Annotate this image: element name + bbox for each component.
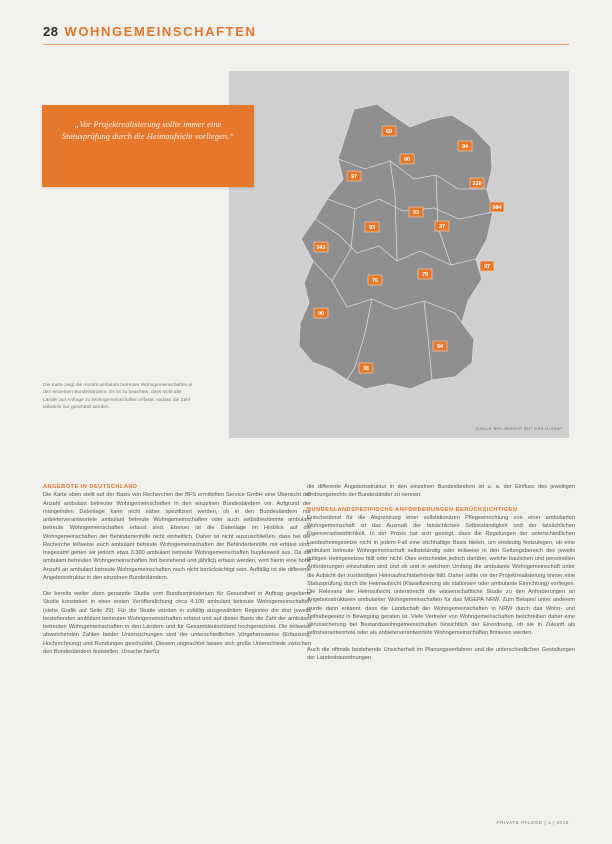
- state-count-label: 37: [438, 224, 446, 230]
- state-count-label: 90: [317, 311, 325, 317]
- section-heading-bundesland: BUNDESLANDSPEZIFISCHE ANFORDERUNGEN BERÜCKSICHTIGEN: [307, 506, 518, 513]
- state-count-badge: [347, 171, 361, 181]
- state-count-label: 79: [421, 272, 429, 278]
- state-count-badge: [435, 221, 449, 231]
- page-footer: PRIVATE PFLEGE | 1 | 2016: [496, 820, 569, 825]
- state-count-label: 38: [362, 366, 370, 372]
- state-count-label: 328: [472, 181, 482, 187]
- state-count-label: 94: [461, 144, 469, 150]
- pull-quote: [42, 105, 254, 187]
- state-count-badge: [382, 126, 396, 136]
- section-heading-angebote: ANGEBOTE IN DEUTSCHLAND: [43, 484, 138, 490]
- state-count-badge: [368, 275, 382, 285]
- state-count-badge: [314, 308, 328, 318]
- state-count-badge: [314, 242, 328, 252]
- state-count-badge: [359, 363, 373, 373]
- right-paragraph-2: Auch die oftmals bestehende Unsicherheit im Planungsverfahren und die unterschiedlichen Gestaltungen der Landesbauordnungen: [307, 646, 575, 661]
- left-paragraph-1: Die Karte oben stellt auf der Basis von Recherchen der BFS ermittelten Service GmbH eine Übersicht der Anzahl ambulant betreuter Wohngemeinschaften in den einzelnen Bundesländern vor. Aufgrund der mangelnden Datenlage kann nicht näher spezifiziert werden, ob in den Bundesländern nur anbieterverantwortete ambulant betreute Wohngemeinschaften oder auch selbstbestimmte ambulant betreute Wohngemeinschaften erfasst sind. Ebenso ist die Datenlage im Hinblick auf die Wohngemeinschaften der Behindertenhilfe nicht einheitlich. Daher ist nicht auszuschließen, dass bei der Recherche teilweise auch ambulant betreute Wohngemeinschaften der Behindertenhilfe mit erfasst sind. Insgesamt gehen wir jedoch etwa 3.300 ambulant betreute Wohngemeinschaften bundesweit aus. Da die ambulant betreuten Wohngemeinschaften fort bestehend und jährlich erfasst werden, wird hierin eine hohe Anzahl an ambulant betreute Wohngemeinschaften noch nicht berücksichtigt sein. Auffällig ist die differente Angebotsstruktur in den einzelnen Bundesländern.: [43, 492, 311, 581]
- right-paragraph-1: Entscheidend für die Abgrenzung einer vollstationären Pflegeeinrichtung von einer ambulanten Wohngemeinschaft ist das Ausmaß der tatsächlichen Selbstständigkeit und der tatsächlichen Eigenverantwortlichkeit. In der Praxis hat sich gezeigt, dass die Regelungen der unterschiedlichen Landesheimgesetze nicht in jedem Fall eine stichhaltige Basis bieten, um eindeutig festzulegen, ob eine ambulant betreute Wohngemeinschaft selbstständig oder teilweise in den Geltungsbereich des jeweils gültigen Heimgesetzes fällt oder nicht. Dies entscheidet jedoch darüber, welche baulichen und personellen Anforderungen einzuhalten sind und ob und in welchem Umfang die ambulante Wohngemeinschaft unter die Aufsicht der zuständigen Heimaufsichtsbehörde fällt. Daher sollte vor der Projektrealisierung immer eine Statusprüfung durch die Heimaufsicht (Klassifizierung als stationäre oder ambulante Einrichtung) vorliegen. Die Relevanz der Heimaufsicht unterstreicht die wissenschaftliche Studie zu den Anforderungen an Angebotsstrukturen ambulanter Wohngemeinschaften für das MGEPA NRW. Zum Beispiel unter anderem wurde darin erkannt, dass die Landschaft der Wohngemeinschaften in NRW durch das Wohn- und Teilhabegesetz in Bewegung geraten ist. Viele Vertreter von Wohngemeinschaften beschreiben daher eine Verunsicherung bei Bestandswohngemeinschaften hinsichtlich der Einordnung, ob sie in Zukunft als selbstverantwortete oder als anbieterverantwortete Wohngemeinschaften firmieren werden.: [307, 514, 575, 637]
- state-count-label: 69: [385, 129, 393, 135]
- right-column: [307, 483, 575, 662]
- section-title: WOHNGEMEINSCHAFTEN: [64, 24, 257, 39]
- pull-quote-text: „Vor Projektrealisierung sollte immer eine Statusprüfung durch die Heimaufsicht vorliegen.“: [61, 119, 235, 141]
- state-count-label: 93: [412, 210, 420, 216]
- state-count-badge: [365, 222, 379, 232]
- state-count-label: 984: [492, 205, 502, 211]
- page-number: 28: [43, 24, 59, 39]
- state-count-label: 60: [403, 157, 411, 163]
- state-count-label: 97: [483, 264, 491, 270]
- state-count-badge: [409, 207, 423, 217]
- header-rule: [43, 44, 569, 45]
- state-count-badge: [480, 261, 494, 271]
- left-column: [43, 483, 311, 656]
- state-count-badge: [418, 269, 432, 279]
- state-count-label: 343: [316, 245, 326, 251]
- germany-map: [229, 71, 569, 438]
- state-count-badge: [458, 141, 472, 151]
- map-caption: Die Karte zeigt die Anzahl ambulant betreuter Wohngemeinschaften in den einzelnen Bundesländern. Es ist zu beachten, dass nicht alle Länder auf Anfrage zu Wohngemeinschaften erfasst, sodass die Zahl teilweise nur geschätzt werden.: [43, 383, 193, 410]
- state-count-badge: [490, 202, 504, 212]
- state-count-badge: [470, 178, 484, 188]
- left-paragraph-2: Die bereits weiter oben genannte Studie vom Bundesministerium für Gesundheit in Auftrag gegebene Studie konstatiert in einer ersten Veröffentlichung circa 4.100 ambulant betreute Wohngemeinschaften (siehe Grafik auf Seite 29). Für die Studie wurden in zufällig ausgewählten Regionen die dort jeweils bestehenden ambulant betreuten Wohngemeinschaften erfasst und auf dieser Basis die Zahl der ambulant betreuten Wohngemeinschaften in den Ländern und für Gesamtdeutschland hochgerechnet. Die teilweise abweichenden Zahlen beider Untersuchungen sind der unterschiedlichen Vorgehensweise (Erfassung, Hochrechnung) und Rundungen geschuldet. Diesem ungeachtet lassen sich große Unterschiede zwischen den Bundesländern feststellen. Ursache hierfür: [43, 591, 311, 655]
- right-intro: die differente Angebotsstruktur in den einzelnen Bundesländern ist u. a. der Einfluss des jeweiligen Ordnungsrechts der Bundesländer zu nennen.: [307, 484, 575, 499]
- state-count-label: 93: [368, 225, 376, 231]
- state-count-label: 76: [371, 278, 379, 284]
- state-count-label: 97: [350, 174, 358, 180]
- state-count-badge: [400, 154, 414, 164]
- map-source: QUELLE: BFS: BERICHT SEIT 2015 ZU ASAP: [475, 427, 562, 431]
- page-header: [43, 24, 257, 42]
- state-count-label: 94: [436, 344, 444, 350]
- state-count-badge: [433, 341, 447, 351]
